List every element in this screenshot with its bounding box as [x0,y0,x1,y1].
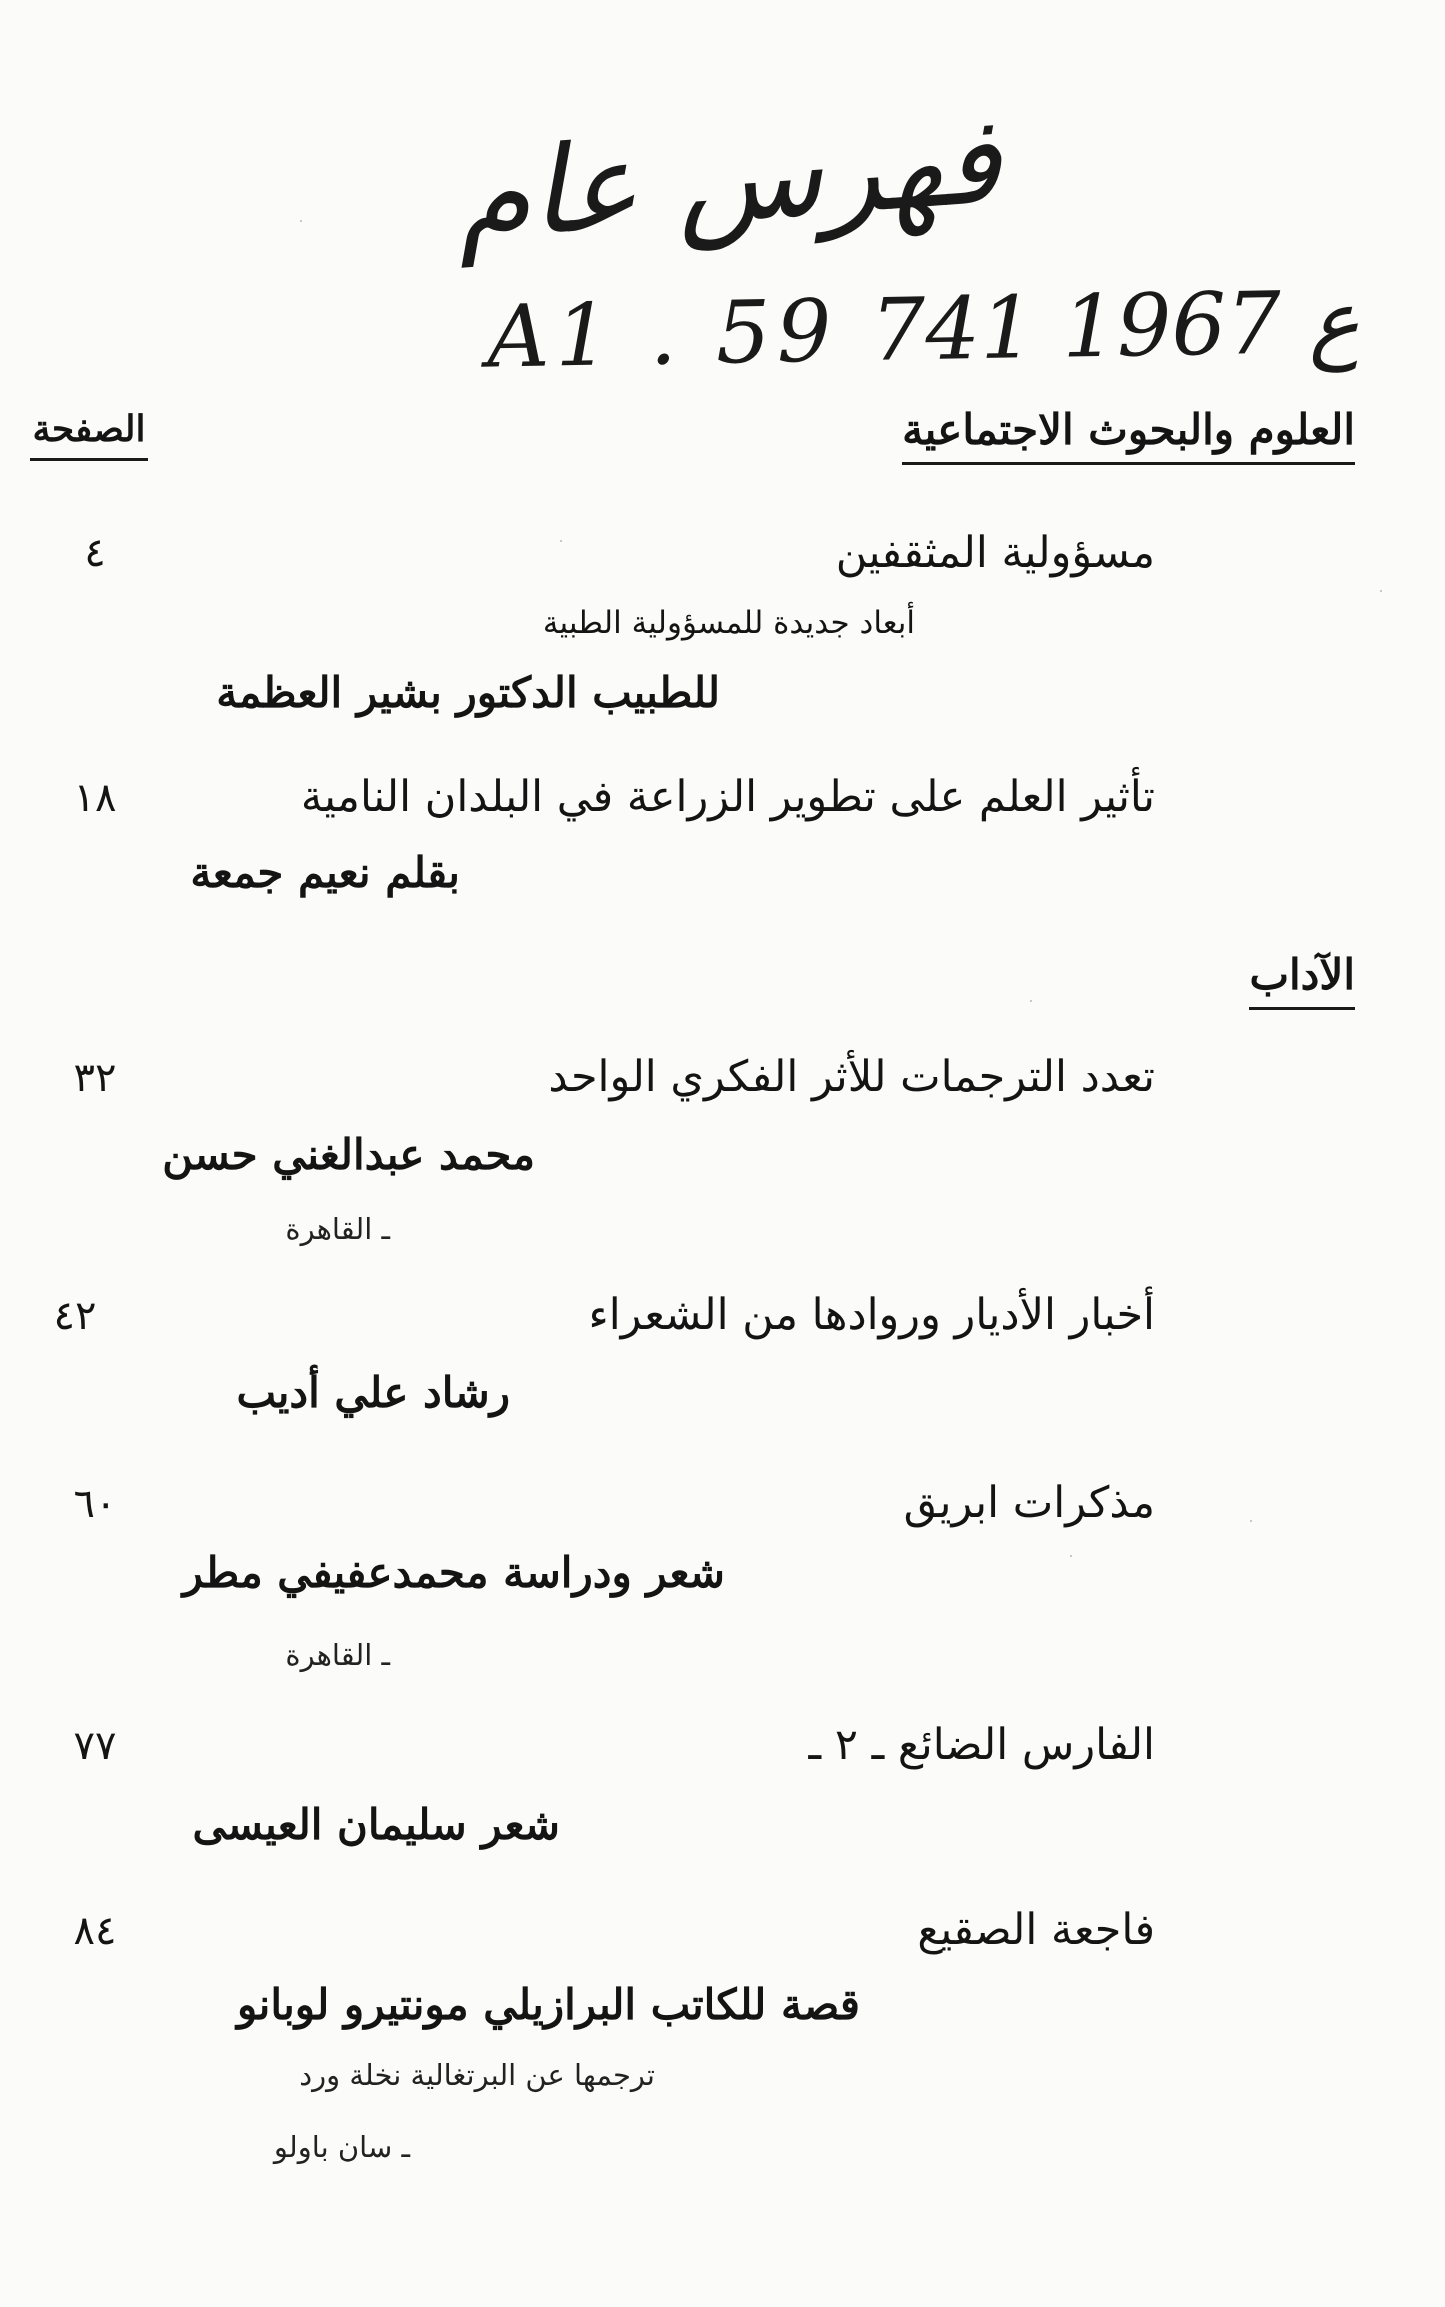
paper-speck [1070,1555,1072,1557]
entry-page-number: ٣٢ [73,1055,117,1101]
entry-author: بقلم نعيم جمعة [190,848,460,897]
entry-page-number: ١٨ [73,775,117,821]
handwritten-title: فهرس عام [450,91,1006,268]
entry-page-number: ٦٠ [73,1481,117,1527]
entry-author: رشاد علي أديب [236,1368,510,1417]
entry-page-number: ٤ [84,530,106,576]
page-column-title: الصفحة [30,408,148,461]
entry-author: قصة للكاتب البرازيلي مونتيرو لوبانو [236,1980,860,2029]
paper-speck [1030,1000,1032,1002]
paper-speck [300,220,302,222]
entry-location: ـ سان باولو [273,2130,410,2164]
entry-title: تعدد الترجمات للأثر الفكري الواحد [548,1052,1155,1102]
paper-speck [560,540,562,542]
entry-translator: ترجمها عن البرتغالية نخلة ورد [299,2058,655,2092]
entry-title: مذكرات ابريق [903,1478,1155,1528]
entry-page-number: ٤٢ [53,1293,97,1339]
entry-title: الفارس الضائع ـ ٢ ـ [808,1720,1155,1770]
entry-title: أخبار الأديار وروادها من الشعراء [588,1290,1155,1340]
entry-page-number: ٧٧ [73,1723,117,1769]
section-heading-literature: الآداب [1249,950,1355,1010]
entry-author: شعر ودراسة محمدعفيفي مطر [182,1548,725,1597]
section-heading-social-sciences: العلوم والبحوث الاجتماعية [902,405,1355,465]
entry-location: ـ القاهرة [285,1212,390,1246]
entry-title: فاجعة الصقيع [917,1905,1155,1955]
entry-page-number: ٨٤ [73,1908,117,1954]
entry-subtitle: أبعاد جديدة للمسؤولية الطبية [542,605,915,641]
entry-title: تأثير العلم على تطوير الزراعة في البلدان النامية [300,772,1155,822]
entry-title: مسؤولية المثقفين [835,528,1155,578]
paper-speck [1380,590,1382,592]
entry-author: شعر سليمان العيسى [192,1800,560,1849]
entry-location: ـ القاهرة [285,1638,390,1672]
entry-author: محمد عبدالغني حسن [162,1130,535,1179]
paper-speck [1250,1520,1252,1522]
handwritten-catalog-code: A1 . 59 ع 1967 741 [486,272,1361,388]
entry-author: للطبيب الدكتور بشير العظمة [216,668,720,717]
